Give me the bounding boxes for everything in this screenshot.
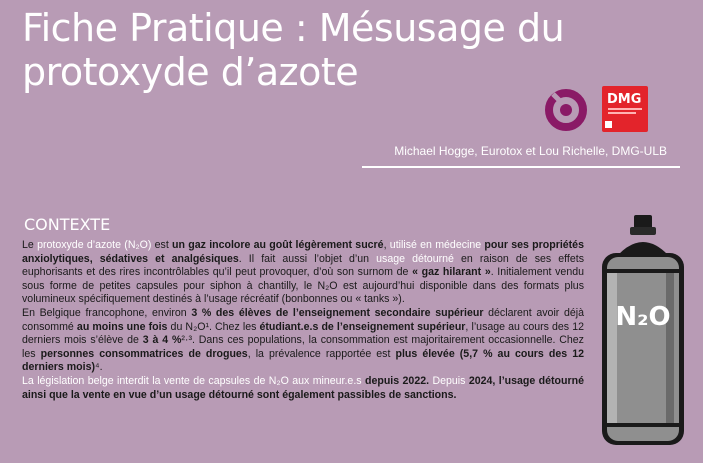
paragraph-3 — [22, 375, 584, 402]
text-run: En Belgique francophone, environ — [22, 306, 192, 319]
text-run: 3 à 4 % — [142, 334, 182, 347]
authors: Michael Hogge, Eurotox et Lou Richelle, DMG-ULB — [394, 144, 667, 158]
page-title: Fiche Pratique : Mésusage du protoxyde d’azote — [22, 6, 565, 94]
text-run: pour ses propriétés anxiolytiques, sédatives et analgésiques — [22, 239, 584, 265]
text-run: « gaz hilarant » — [412, 266, 491, 279]
text-run: ⁴. — [95, 361, 103, 374]
divider — [362, 166, 680, 168]
paragraph-2 — [22, 307, 584, 375]
text-run: , l’usage au cours des 12 derniers mois s’élève de — [22, 320, 584, 347]
text-run: est — [151, 239, 173, 251]
text-run: protoxyde d’azote (N₂O) — [37, 239, 152, 251]
text-run: usage détourné — [376, 252, 454, 265]
text-run: depuis 2022. — [364, 374, 430, 387]
ulb-logo-icon — [543, 86, 589, 132]
can-label: N₂O — [615, 302, 671, 332]
text-run: . Initialement vendu sous forme de petites capsules pour siphon à chantilly, le N₂O est aujourd’hui disponible dans des formats plus volumineux spécifiquement destinés à l’usage récréatif (bonbonnes ou « tanks »). — [22, 266, 584, 306]
text-run: , — [383, 239, 390, 251]
text-run: 3 % des élèves de l’enseignement secondaire supérieur — [191, 306, 484, 319]
text-run: un gaz incolore au goût légèrement sucré — [172, 239, 384, 251]
text-run: Depuis — [429, 374, 469, 387]
text-run: en raison de ses effets euphorisants et des rires incontrôlables qu’il peut provoquer, d’où son surnom de — [22, 252, 584, 279]
dmg-logo — [602, 86, 648, 132]
text-run: déclarent avoir déjà consommé — [22, 306, 584, 333]
text-run: utilisé en médecine — [389, 239, 482, 251]
text-run: 2024, l’usage détourné ainsi que la vente en vue d’un usage détourné sont également passibles de sanctions. — [22, 374, 584, 401]
text-run: étudiant.e.s de l’enseignement supérieur — [259, 320, 466, 333]
gas-can-icon — [596, 213, 690, 453]
text-run: du N₂O¹. Chez les — [167, 320, 260, 333]
text-run: La législation belge interdit la vente de capsules de N₂O aux mineur.e.s — [22, 374, 365, 387]
text-run: personnes consommatrices de drogues — [40, 347, 248, 360]
section-title: CONTEXTE — [24, 215, 111, 234]
paragraph-1 — [22, 239, 584, 307]
text-run: . Il fait aussi l’objet d’un — [238, 252, 377, 265]
text-run: ²·³. Dans ces populations, la consommation est majoritairement occasionnelle. Chez les — [22, 334, 584, 360]
text-run: , la prévalence rapportée est — [247, 347, 396, 360]
context-body — [22, 239, 584, 402]
dmg-logo-text: DMG — [607, 92, 642, 107]
text-run: plus élevée (5,7 % au cours des 12 derniers mois) — [22, 347, 584, 374]
text-run: Le — [22, 239, 38, 251]
text-run: au moins une fois — [76, 320, 168, 333]
